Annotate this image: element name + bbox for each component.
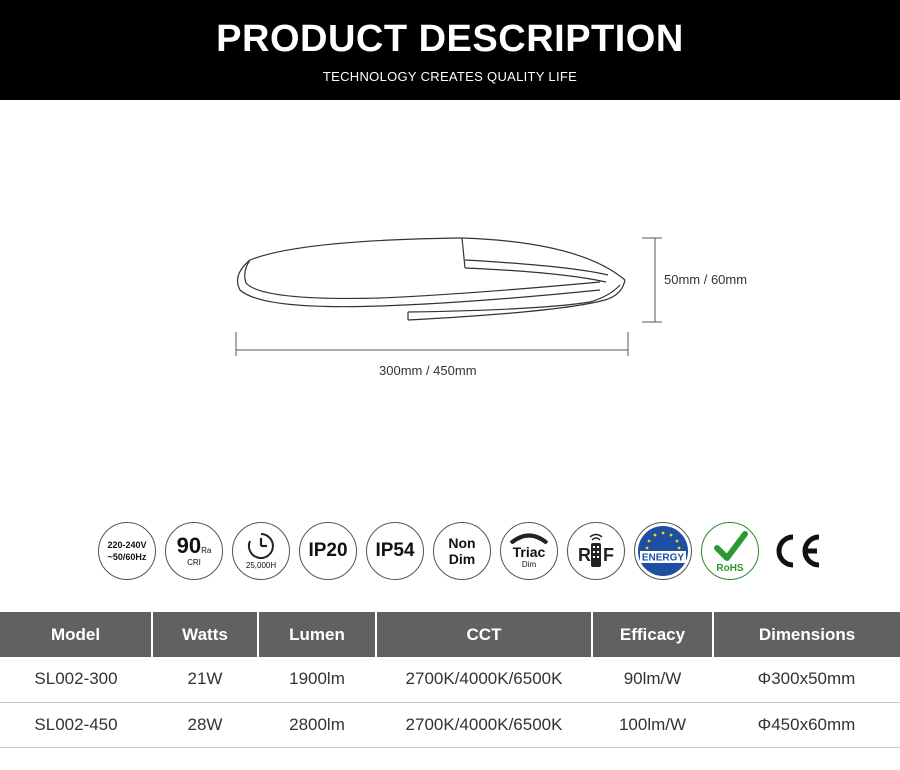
cri-icon: 90Ra CRI: [165, 522, 223, 580]
spec-table: [0, 612, 900, 748]
cell-cct: 2700K/4000K/6500K: [376, 657, 592, 702]
col-header-efficacy: Efficacy: [592, 612, 713, 657]
ip54-icon: IP54: [366, 522, 424, 580]
width-dimension-label: 300mm / 450mm: [379, 363, 477, 378]
col-header-cct: CCT: [376, 612, 592, 657]
rf-remote-icon: [567, 522, 625, 580]
product-drawing: [0, 100, 900, 500]
non-dim-icon: Non Dim: [433, 522, 491, 580]
cell-efficacy: 90lm/W: [592, 657, 713, 702]
page-subtitle: TECHNOLOGY CREATES QUALITY LIFE: [322, 69, 578, 84]
rohs-text: RoHS: [716, 563, 744, 574]
col-header-watts: Watts: [152, 612, 258, 657]
cell-efficacy: 100lm/W: [592, 702, 713, 747]
height-dimension-label: 50mm / 60mm: [664, 272, 748, 287]
table-row: [0, 702, 900, 747]
rf-letter-r: R: [578, 545, 591, 565]
energy-label-icon: [634, 522, 692, 580]
triac-dim-icon: Triac Dim: [500, 522, 558, 580]
remote-control-icon: [572, 531, 620, 571]
cell-watts: 28W: [152, 702, 258, 747]
rohs-icon: [701, 522, 759, 580]
dimmer-arc-icon: [509, 532, 549, 544]
lifetime-clock-icon: 25,000H: [232, 522, 290, 580]
table-header-row: [0, 612, 900, 657]
cell-dimensions: Φ450x60mm: [713, 702, 900, 747]
cell-lumen: 2800lm: [258, 702, 376, 747]
cell-model: SL002-450: [0, 702, 152, 747]
header-banner: [0, 0, 900, 100]
spec-table-container: [0, 612, 900, 748]
cell-lumen: 1900lm: [258, 657, 376, 702]
clock-icon: [246, 531, 276, 561]
feature-icon-row: [98, 521, 838, 581]
cell-watts: 21W: [152, 657, 258, 702]
ip20-icon: IP20: [299, 522, 357, 580]
col-header-model: Model: [0, 612, 152, 657]
page-title: PRODUCT DESCRIPTION: [216, 18, 684, 60]
cell-dimensions: Φ300x50mm: [713, 657, 900, 702]
cell-cct: 2700K/4000K/6500K: [376, 702, 592, 747]
energy-text: ENERGY: [641, 552, 685, 564]
table-row: [0, 657, 900, 702]
rohs-check-icon: [703, 524, 757, 578]
ce-mark-icon: [768, 522, 826, 580]
ce-icon: [770, 531, 824, 571]
col-header-dimensions: Dimensions: [713, 612, 900, 657]
rf-letter-f: F: [603, 545, 614, 565]
cell-model: SL002-300: [0, 657, 152, 702]
col-header-lumen: Lumen: [258, 612, 376, 657]
eu-energy-icon: [636, 524, 690, 578]
lamp-line-drawing: [0, 100, 900, 500]
voltage-icon: 220-240V ~50/60Hz: [98, 522, 156, 580]
